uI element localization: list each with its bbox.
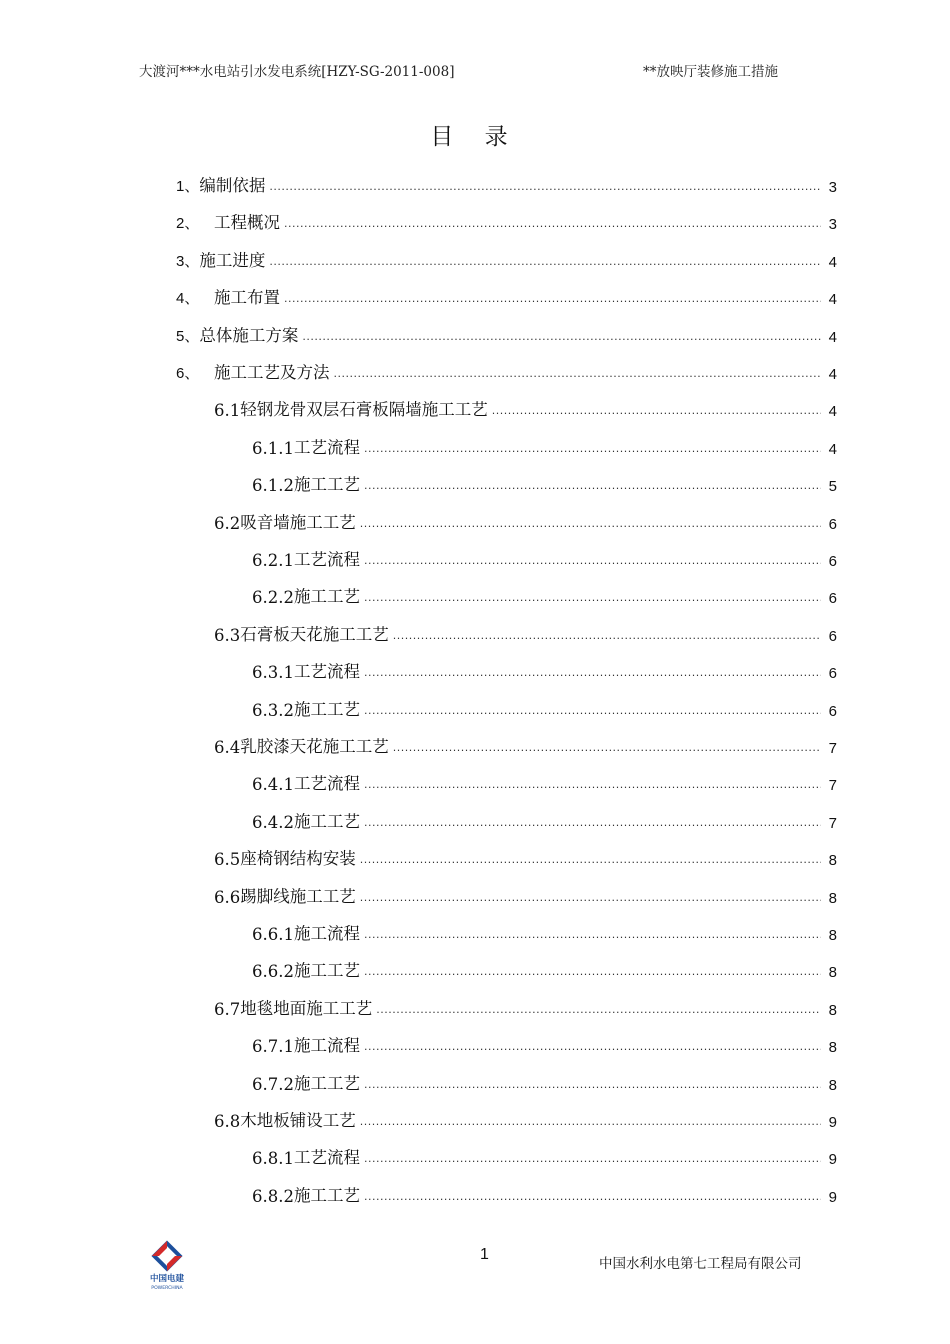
toc-entry[interactable]: [252, 696, 837, 720]
toc-dot-leader: [364, 1036, 821, 1056]
toc-entry-page: 4: [828, 366, 837, 383]
toc-entry-label: 工艺流程: [293, 1148, 360, 1168]
toc-entry-label: 施工工艺: [293, 961, 360, 981]
toc-entry-number: 6.6: [214, 887, 241, 907]
toc-entry-label: 编制依据: [199, 176, 266, 195]
toc-dot-leader: [302, 326, 821, 346]
toc-entry-page: 8: [828, 1076, 837, 1094]
toc-dot-leader: [269, 251, 821, 271]
toc-entry[interactable]: [252, 471, 837, 495]
toc-entry-page: 4: [828, 403, 837, 421]
toc-entry[interactable]: [176, 322, 837, 346]
toc-entry[interactable]: [214, 1107, 837, 1131]
toc-entry-number: 6.3: [214, 625, 241, 645]
toc-entry-number: 6.7.2: [252, 1074, 294, 1094]
toc-entry-number: 6.4.2: [252, 812, 294, 832]
toc-entry-page: 4: [828, 253, 837, 271]
toc-entry[interactable]: [214, 883, 837, 907]
toc-entry[interactable]: [176, 247, 837, 271]
toc-entry-page: 6: [828, 515, 837, 533]
powerchina-logo: [143, 1240, 191, 1292]
toc-entry-label: 吸音墙施工工艺: [240, 512, 356, 532]
toc-entry-page: 7: [828, 740, 837, 757]
toc-entry-number: 6.6.1: [252, 925, 294, 944]
toc-entry[interactable]: [252, 920, 837, 944]
toc-dot-leader: [284, 288, 821, 308]
toc-entry-label: 施工流程: [293, 1036, 360, 1056]
toc-dot-leader: [364, 662, 821, 682]
toc-entry[interactable]: [252, 770, 837, 794]
toc-entry[interactable]: [214, 845, 837, 869]
toc-entry-page: 7: [828, 814, 837, 832]
toc-entry-page: 8: [828, 1001, 837, 1019]
toc-dot-leader: [364, 1148, 821, 1168]
toc-entry-label: 施工工艺: [293, 587, 360, 607]
toc-entry-number: 2、: [176, 215, 200, 233]
toc-entry-number: 6.7: [214, 999, 241, 1019]
toc-entry-number: 3、: [176, 252, 200, 270]
toc-entry-page: 4: [828, 291, 837, 309]
toc-entry[interactable]: [252, 957, 837, 981]
toc-dot-leader: [364, 550, 821, 570]
toc-dot-leader: [364, 475, 821, 495]
page-number: 1: [480, 1246, 489, 1263]
toc-entry[interactable]: [176, 284, 837, 308]
toc-entry-label: 工艺流程: [293, 662, 360, 682]
toc-entry-label: 木地板铺设工艺: [240, 1111, 356, 1130]
toc-entry[interactable]: [252, 1032, 837, 1056]
toc-entry-page: 9: [828, 1114, 837, 1131]
toc-entry[interactable]: [214, 621, 837, 645]
toc-entry-page: 8: [828, 964, 837, 982]
toc-dot-leader: [492, 400, 821, 420]
toc-entry-page: 9: [828, 1188, 837, 1206]
toc-dot-leader: [364, 924, 821, 944]
toc-entry[interactable]: [252, 583, 837, 607]
toc-entry[interactable]: [252, 434, 837, 458]
toc-dot-leader: [364, 1074, 821, 1094]
toc-entry-label: 施工工艺: [293, 1185, 360, 1205]
toc-entry-number: 6.4.1: [252, 775, 294, 795]
toc-entry[interactable]: [252, 1070, 837, 1094]
toc-entry-label: 地毯地面施工工艺: [240, 998, 373, 1018]
toc-entry-number: 6.8: [214, 1112, 241, 1131]
toc-entry-label: 总体施工方案: [199, 325, 299, 345]
logo-subtext: POWERCHINA: [151, 1286, 183, 1291]
toc-entry[interactable]: [252, 1182, 837, 1206]
company-name: 中国水利水电第七工程局有限公司: [599, 1256, 802, 1272]
toc-entry-page: 6: [828, 590, 837, 608]
toc-dot-leader: [284, 213, 821, 233]
toc-entry-number: 6.1.2: [252, 476, 294, 496]
toc-entry-number: 6.1: [214, 401, 241, 421]
toc-entry-page: 3: [828, 216, 837, 234]
toc-entry-label: 乳胶漆天花施工工艺: [240, 737, 389, 756]
toc-entry[interactable]: [214, 995, 837, 1019]
toc-entry-page: 5: [828, 478, 837, 496]
toc-entry-label: 踢脚线施工工艺: [240, 886, 356, 906]
toc-entry-page: 6: [828, 553, 837, 570]
toc-entry-label: 轻钢龙骨双层石膏板隔墙施工工艺: [240, 400, 488, 420]
toc-entry[interactable]: [176, 209, 837, 233]
toc-entry-number: 5、: [176, 327, 200, 345]
toc-entry-label: 工艺流程: [293, 550, 360, 569]
toc-entry-label: 施工工艺: [293, 699, 360, 719]
toc-entry-page: 8: [828, 889, 837, 907]
toc-entry-label: 工艺流程: [293, 774, 360, 794]
toc-entry-label: 工艺流程: [293, 437, 360, 457]
toc-entry[interactable]: [252, 808, 837, 832]
toc-dot-leader: [364, 1186, 821, 1206]
toc-entry-number: 6.3.2: [252, 700, 294, 720]
toc-entry-number: 6.7.1: [252, 1037, 294, 1057]
page-footer: [0, 1240, 950, 1300]
toc-entry-page: 3: [828, 179, 837, 196]
toc-entry[interactable]: [214, 396, 837, 420]
toc-entry-label: 施工工艺: [293, 1073, 360, 1093]
toc-entry-number: 6、: [176, 365, 200, 382]
toc-entry-number: 6.2.1: [252, 551, 294, 570]
toc-entry-page: 8: [828, 927, 837, 944]
toc-dot-leader: [364, 961, 821, 981]
toc-entry-label: 施工布置: [214, 288, 280, 308]
toc-entry[interactable]: [252, 658, 837, 682]
logo-text: 中国电建: [149, 1274, 185, 1284]
page-header: [0, 60, 950, 84]
toc-entry-page: 6: [828, 665, 837, 683]
toc-dot-leader: [364, 700, 821, 720]
toc-entry-number: 6.1.1: [252, 438, 294, 458]
toc-entry-label: 施工工艺: [293, 475, 360, 495]
toc-entry[interactable]: [176, 359, 837, 383]
toc-entry-label: 工程概况: [214, 213, 280, 233]
toc-dot-leader: [360, 1111, 821, 1131]
toc-entry-page: 8: [828, 852, 837, 870]
toc-entry[interactable]: [252, 546, 837, 570]
toc-entry-number: 6.2.2: [252, 588, 294, 608]
toc-entry-page: 4: [828, 328, 837, 346]
toc-dot-leader: [393, 625, 821, 645]
toc-dot-leader: [269, 176, 821, 196]
toc-dot-leader: [334, 363, 822, 383]
toc-entry[interactable]: [252, 1144, 837, 1168]
toc-dot-leader: [364, 587, 821, 607]
toc-entry-page: 7: [828, 777, 837, 795]
header-section-title: **放映厅装修施工措施: [643, 64, 778, 80]
toc-entry-number: 6.4: [214, 738, 241, 757]
toc-entry-page: 6: [828, 627, 837, 645]
toc-entry-number: 6.8.2: [252, 1186, 294, 1206]
toc-dot-leader: [360, 887, 821, 907]
toc-dot-leader: [360, 513, 821, 533]
toc-entry-page: 8: [828, 1039, 837, 1057]
toc-entry-label: 石膏板天花施工工艺: [240, 624, 389, 644]
toc-entry-number: 4、: [176, 290, 200, 308]
toc-dot-leader: [376, 999, 821, 1019]
toc-entry-label: 座椅钢结构安装: [240, 849, 356, 869]
toc-dot-leader: [364, 438, 821, 458]
toc-dot-leader: [364, 812, 821, 832]
toc-entry-label: 施工进度: [199, 250, 266, 270]
toc-entry-page: 9: [828, 1151, 837, 1169]
toc-entry-label: 施工工艺及方法: [214, 363, 330, 382]
toc-dot-leader: [360, 849, 821, 869]
toc-entry[interactable]: [214, 509, 837, 533]
toc-entry-number: 6.5: [214, 850, 241, 870]
toc-entry-number: 6.2: [214, 513, 241, 533]
toc-entry-page: 6: [828, 702, 837, 720]
toc-entry[interactable]: [176, 172, 837, 196]
toc-entry-label: 施工工艺: [293, 811, 360, 831]
toc-entry-number: 1、: [176, 178, 200, 195]
toc-entry-number: 6.8.1: [252, 1149, 294, 1169]
toc-entry-page: 4: [828, 440, 837, 458]
toc-dot-leader: [393, 737, 821, 757]
toc-title: 目 录: [430, 124, 520, 150]
header-document-title: 大渡河***水电站引水发电系统[HZY-SG-2011-008]: [139, 64, 455, 80]
toc-entry-number: 6.6.2: [252, 962, 294, 982]
toc-entry-label: 施工流程: [293, 924, 360, 943]
toc-entry-number: 6.3.1: [252, 663, 294, 683]
toc-dot-leader: [364, 774, 821, 794]
toc-entry[interactable]: [214, 733, 837, 757]
